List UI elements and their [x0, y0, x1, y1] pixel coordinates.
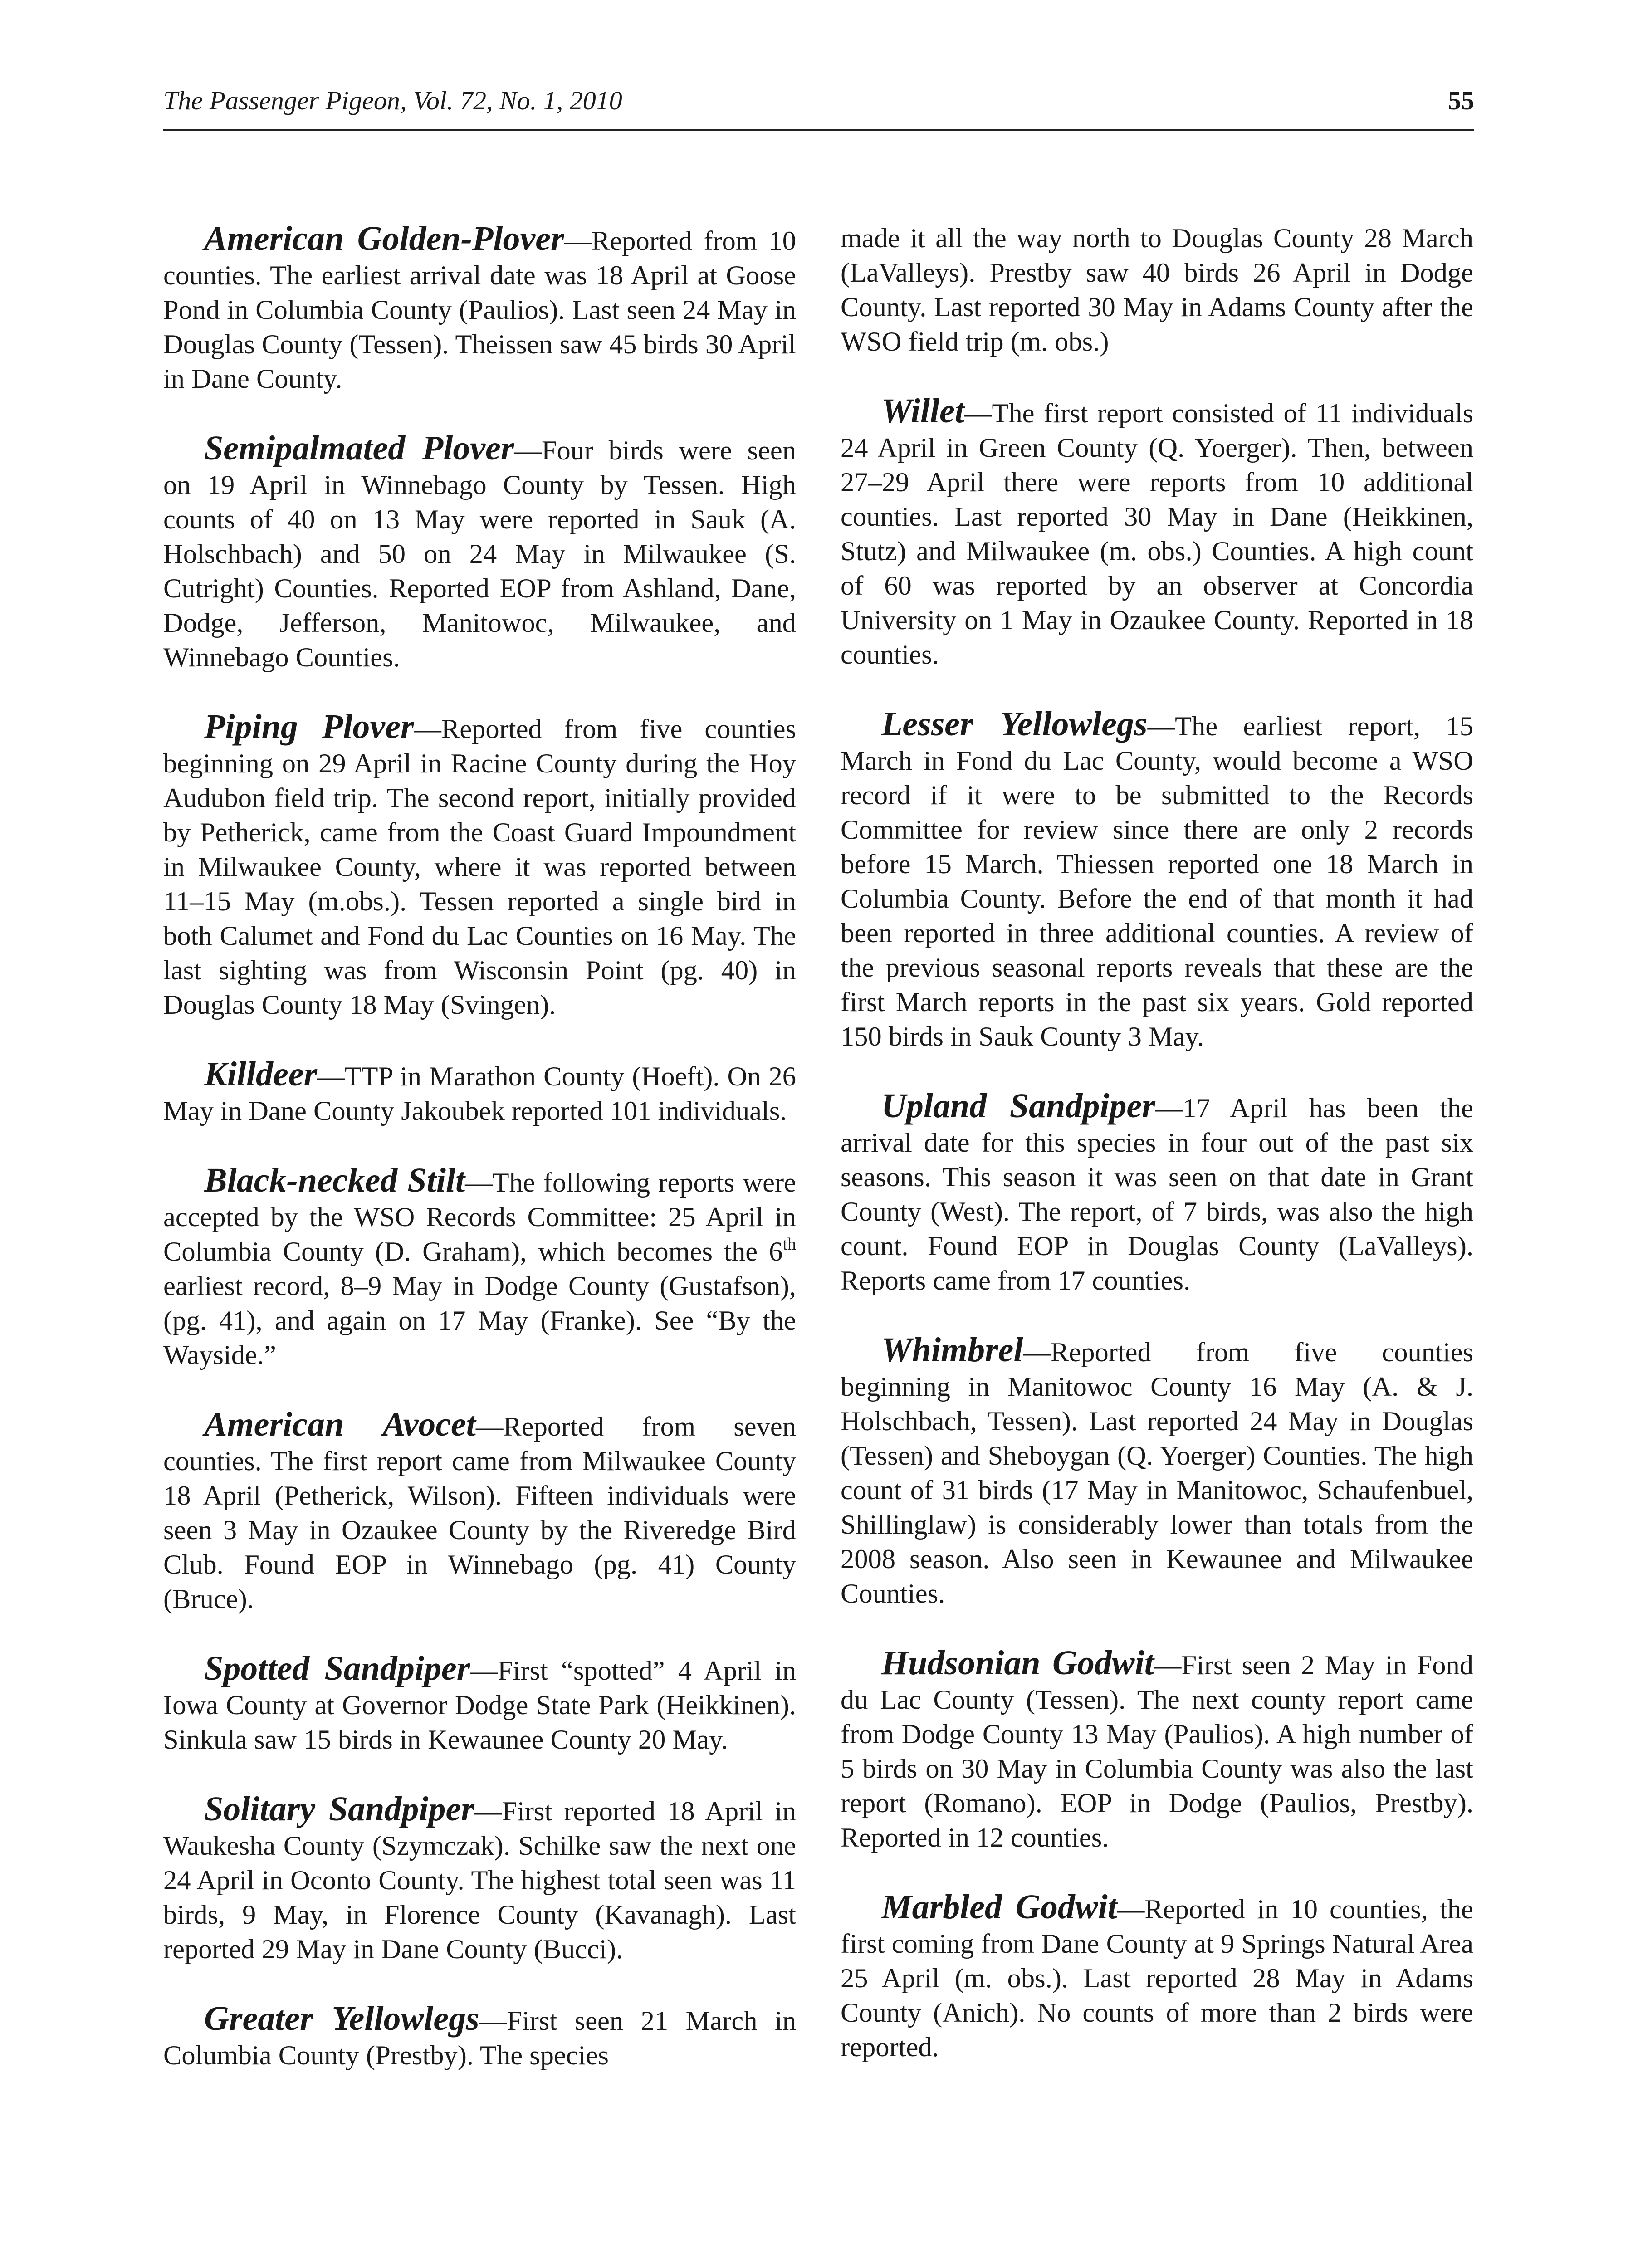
- species-name: Hudsonian Godwit: [881, 1644, 1154, 1682]
- entry-american-avocet: [163, 1407, 796, 1617]
- entry-semipalmated-plover: [163, 431, 796, 675]
- species-name: Whimbrel: [881, 1331, 1023, 1369]
- entry-greater-yellowlegs: [163, 2001, 796, 2073]
- entry-hudsonian-godwit: [841, 1646, 1473, 1855]
- right-column: [841, 221, 1473, 2099]
- species-name: Solitary Sandpiper: [204, 1790, 474, 1828]
- ordinal-suffix: th: [782, 1235, 796, 1254]
- entry-text: —The following reports were accepted by the WSO Records Committee: 25 April in Columbia County (D. Graham), which becomes the 6: [163, 1168, 796, 1267]
- entry-text: —Reported from five counties beginning in Manitowoc County 16 May (A. & J. Holschbach, Tessen). Last reported 24 May in Douglas (Tessen) and Sheboygan (Q. Yoerger) Counties. The high count of 31 birds (17 May in Manitowoc, Schaufenbuel, Shillinglaw) is considerably lower than totals from the 2008 season. Also seen in Kewaunee and Milwaukee Counties.: [841, 1337, 1473, 1609]
- entry-upland-sandpiper: [841, 1089, 1473, 1298]
- entry-text: —17 April has been the arrival date for this species in four out of the past six seasons. This season it was seen on that date in Grant County (West). The report, of 7 birds, was also the high count. Found EOP in Douglas County (LaValleys). Reports came from 17 counties.: [841, 1093, 1473, 1296]
- species-name: Piping Plover: [204, 708, 414, 746]
- entry-text: made it all the way north to Douglas County 28 March (LaValleys). Prestby saw 40 birds 26 April in Dodge County. Last reported 30 May in Adams County after the WSO field trip (m. obs.): [841, 223, 1473, 357]
- left-column: [163, 221, 796, 2107]
- entry-text: —Reported from 10 counties. The earliest arrival date was 18 April at Goose Pond in Columbia County (Paulios). Last seen 24 May in Douglas County (Tessen). Theissen saw 45 birds 30 April in Dane County.: [163, 226, 796, 394]
- species-name: Marbled Godwit: [881, 1888, 1117, 1926]
- entry-whimbrel: [841, 1333, 1473, 1611]
- entry-text: —TTP in Marathon County (Hoeft). On 26 May in Dane County Jakoubek reported 101 individuals.: [163, 1061, 796, 1126]
- species-name: Killdeer: [204, 1055, 318, 1093]
- entry-lesser-yellowlegs: [841, 707, 1473, 1054]
- species-name: American Golden-Plover: [204, 220, 564, 258]
- entry-american-golden-plover: [163, 221, 796, 396]
- entry-text: —Four birds were seen on 19 April in Winnebago County by Tessen. High counts of 40 on 13 May were reported in Sauk (A. Holschbach) and 50 on 24 May in Milwaukee (S. Cutright) Counties. Reported EOP from Ashland, Dane, Dodge, Jefferson, Manitowoc, Milwaukee, and Winnebago Counties.: [163, 435, 797, 673]
- entry-text: —Reported from five counties beginning on 29 April in Racine County during the Hoy Audubon field trip. The second report, initially provided by Petherick, came from the Coast Guard Impoundment in Milwaukee County, where it was reported between 11–15 May (m.obs.). Tessen reported a single bird in both Calumet and Fond du Lac Counties on 16 May. The last sighting was from Wisconsin Point (pg. 40) in Douglas County 18 May (Svingen).: [163, 714, 796, 1020]
- page-number: 55: [1448, 86, 1474, 115]
- entry-text: —Reported in 10 counties, the first coming from Dane County at 9 Springs Natural Area 25 April (m. obs.). Last reported 28 May in Adams County (Anich). No counts of more than 2 birds were reported.: [841, 1894, 1473, 2063]
- species-name: Greater Yellowlegs: [204, 1999, 479, 2038]
- entry-marbled-godwit: [841, 1890, 1473, 2065]
- entry-text: earliest record, 8–9 May in Dodge County (Gustafson), (pg. 41), and again on 17 May (Franke). See “By the Wayside.”: [163, 1271, 796, 1370]
- entry-text: —First seen 2 May in Fond du Lac County (Tessen). The next county report came from Dodge County 13 May (Paulios). A high number of 5 birds on 30 May in Columbia County was also the last report (Romano). EOP in Dodge (Paulios, Prestby). Reported in 12 counties.: [841, 1650, 1474, 1853]
- entry-black-necked-stilt: [163, 1163, 796, 1373]
- entry-text: —First “spotted” 4 April in Iowa County at Governor Dodge State Park (Heikkinen). Sinkula saw 15 birds in Kewaunee County 20 May.: [163, 1656, 796, 1755]
- species-name: Lesser Yellowlegs: [881, 705, 1148, 743]
- journal-title: The Passenger Pigeon, Vol. 72, No. 1, 2010: [163, 86, 622, 115]
- species-name: Willet: [881, 392, 964, 430]
- running-header: [163, 81, 1474, 126]
- species-name: American Avocet: [204, 1405, 476, 1443]
- species-name: Black-necked Stilt: [204, 1161, 465, 1199]
- entry-text: —First seen 21 March in Columbia County (Prestby). The species: [163, 2006, 796, 2071]
- entry-text: —Reported from seven counties. The first report came from Milwaukee County 18 April (Petherick, Wilson). Fifteen individuals were seen 3 May in Ozaukee County by the Riveredge Bird Club. Found EOP in Winnebago (pg. 41) County (Bruce).: [163, 1412, 796, 1614]
- species-name: Spotted Sandpiper: [204, 1649, 470, 1687]
- entry-greater-yellowlegs-continued: [841, 221, 1473, 359]
- entry-text: —First reported 18 April in Waukesha County (Szymczak). Schilke saw the next one 24 April in Oconto County. The highest total seen was 11 birds, 9 May, in Florence County (Kavanagh). Last reported 29 May in Dane County (Bucci).: [163, 1796, 796, 1965]
- entry-text: —The earliest report, 15 March in Fond du Lac County, would become a WSO record if it were to be submitted to the Records Committee for review since there are only 2 records before 15 March. Thiessen reported one 18 March in Columbia County. Before the end of that month it had been reported in three additional counties. A review of the previous seasonal reports reveals that these are the first March reports in the past six years. Gold reported 150 birds in Sauk County 3 May.: [841, 711, 1473, 1052]
- entry-text: —The first report consisted of 11 individuals 24 April in Green County (Q. Yoerger). Then, between 27–29 April there were reports from 10 additional counties. Last reported 30 May in Dane (Heikkinen, Stutz) and Milwaukee (m. obs.) Counties. A high count of 60 was reported by an observer at Concordia University on 1 May in Ozaukee County. Reported in 18 counties.: [841, 398, 1473, 670]
- entry-killdeer: [163, 1057, 796, 1129]
- species-name: Semipalmated Plover: [204, 429, 514, 467]
- entry-willet: [841, 394, 1473, 672]
- entry-solitary-sandpiper: [163, 1792, 796, 1967]
- species-name: Upland Sandpiper: [881, 1087, 1155, 1125]
- entry-piping-plover: [163, 709, 796, 1022]
- header-rule: [163, 129, 1474, 131]
- entry-spotted-sandpiper: [163, 1651, 796, 1757]
